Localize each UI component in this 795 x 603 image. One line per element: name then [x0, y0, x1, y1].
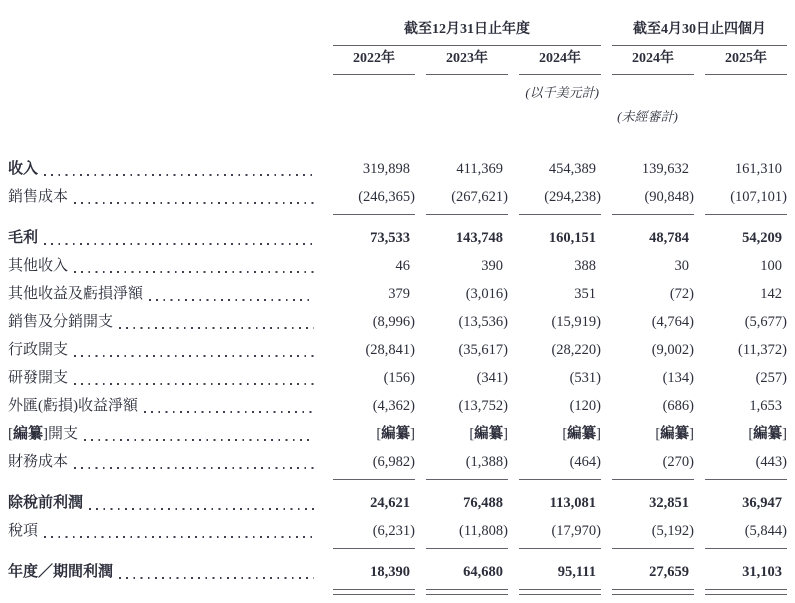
value-cell [601, 224, 694, 252]
value-cell [508, 183, 601, 211]
dot-leader [74, 355, 314, 357]
value-cell [508, 489, 601, 517]
value-text: (9,002) [651, 342, 694, 358]
value-cell [508, 364, 601, 392]
value-text: (17,970) [551, 523, 601, 539]
value-cell [694, 183, 787, 211]
value-cell [322, 489, 415, 517]
row-label-cell [8, 558, 322, 586]
label-rest: ]開支 [43, 426, 79, 442]
row-label-cell [8, 392, 322, 420]
rule-segment [322, 586, 415, 596]
value-cell [508, 392, 601, 420]
value-text: (6,982) [372, 454, 415, 470]
value-text: (13,752) [458, 398, 508, 414]
value-text: (11,372) [738, 342, 787, 358]
dot-leader [74, 202, 314, 204]
value-cell [694, 336, 787, 364]
dot-leader [144, 411, 314, 413]
row-revenue [8, 155, 787, 183]
row-redacted-expenses [8, 420, 787, 448]
value-text: [編纂] [562, 426, 601, 442]
value-text: 100 [760, 258, 782, 274]
value-cell [322, 364, 415, 392]
value-text: (531) [569, 370, 601, 386]
dot-leader [89, 508, 314, 510]
value-cell [601, 517, 694, 545]
row-label-cell [8, 517, 322, 545]
row-fx-gain-loss-net [8, 392, 787, 420]
value-cell [601, 448, 694, 476]
value-text: 31,103 [742, 564, 782, 580]
col-2022 [322, 49, 415, 75]
row-finance-costs [8, 448, 787, 476]
row-label-cell [8, 489, 322, 517]
value-text: (15,919) [551, 314, 601, 330]
value-text: (156) [383, 370, 415, 386]
value-cell [694, 517, 787, 545]
row-label-text: 稅項 [8, 523, 39, 539]
value-cell [601, 336, 694, 364]
value-text: 390 [481, 258, 503, 274]
value-text: 113,081 [549, 495, 596, 511]
row-label-cell [8, 308, 322, 336]
row-label-text: 銷售及分銷開支 [8, 314, 114, 330]
row-label-text: 財務成本 [8, 454, 69, 470]
value-cell [601, 558, 694, 586]
value-text: 27,659 [649, 564, 689, 580]
value-cell [694, 252, 787, 280]
spacer [8, 108, 601, 125]
row-label-cell [8, 448, 322, 476]
value-cell [601, 364, 694, 392]
rule-segment [508, 476, 601, 489]
rule-segment [508, 586, 601, 596]
value-cell [415, 280, 508, 308]
value-text: [編纂] [655, 426, 694, 442]
rule-segment [601, 586, 694, 596]
spacer [8, 211, 322, 224]
value-cell [694, 420, 787, 448]
value-text: 411,369 [456, 161, 503, 177]
value-cell [415, 448, 508, 476]
value-text: 54,209 [742, 230, 782, 246]
value-cell [694, 280, 787, 308]
value-text: (28,841) [365, 342, 415, 358]
value-cell [322, 558, 415, 586]
value-text: (120) [569, 398, 601, 414]
value-text: 142 [760, 286, 782, 302]
group-year-ended [322, 20, 601, 46]
value-text: 143,748 [455, 230, 503, 246]
value-cell [508, 336, 601, 364]
value-text: (107,101) [730, 189, 787, 205]
value-text: (5,677) [744, 314, 787, 330]
row-label-cell [8, 183, 322, 211]
currency-note: (以千美元計) [525, 85, 599, 100]
subtotal-rule [8, 545, 787, 558]
subtotal-rule [8, 211, 787, 224]
dot-leader [44, 243, 314, 245]
unaudited-note-row [8, 108, 787, 125]
value-cell [415, 392, 508, 420]
value-text: (8,996) [372, 314, 415, 330]
value-text: [編纂] [748, 426, 787, 442]
dot-leader [74, 383, 314, 385]
value-text: (5,844) [744, 523, 787, 539]
rule-segment [694, 545, 787, 558]
col-2023-label: 2023年 [426, 49, 508, 75]
row-label-cell [8, 155, 322, 183]
value-cell [415, 155, 508, 183]
value-cell [601, 183, 694, 211]
value-cell [322, 308, 415, 336]
rule-segment [322, 211, 415, 224]
col-2024-interim [601, 49, 694, 75]
value-text: 388 [574, 258, 596, 274]
value-cell [415, 558, 508, 586]
value-text: (464) [569, 454, 601, 470]
value-cell [415, 364, 508, 392]
group-four-months-ended [601, 20, 787, 46]
dot-leader [84, 439, 314, 441]
value-text: 48,784 [649, 230, 689, 246]
value-text: 46 [395, 258, 410, 274]
spacer [8, 586, 322, 596]
value-text: 32,851 [649, 495, 689, 511]
rule-segment [508, 545, 601, 558]
value-cell [601, 280, 694, 308]
dot-leader [44, 174, 314, 176]
value-text: 139,632 [641, 161, 689, 177]
value-text: [編纂] [469, 426, 508, 442]
value-text: (1,388) [465, 454, 508, 470]
value-text: 18,390 [370, 564, 410, 580]
rule-segment [601, 476, 694, 489]
row-label-text: 其他收入 [8, 258, 69, 274]
value-cell [322, 517, 415, 545]
value-cell [601, 489, 694, 517]
spacer [8, 545, 322, 558]
row-gross-profit [8, 224, 787, 252]
value-cell [508, 308, 601, 336]
value-text: 73,533 [370, 230, 410, 246]
col-2024-interim-label: 2024年 [612, 49, 694, 75]
value-text: (270) [662, 454, 694, 470]
value-cell [322, 420, 415, 448]
value-text: 161,310 [734, 161, 782, 177]
value-text: 160,151 [548, 230, 596, 246]
value-cell [508, 224, 601, 252]
value-text: 379 [388, 286, 410, 302]
col-2024-label: 2024年 [519, 49, 601, 75]
value-cell [508, 517, 601, 545]
value-cell [508, 155, 601, 183]
col-2025-interim [694, 49, 787, 75]
value-cell [415, 336, 508, 364]
row-other-gains-losses-net [8, 280, 787, 308]
row-label-text: 除稅前利潤 [8, 495, 84, 511]
rule-segment [508, 211, 601, 224]
group-year-ended-title: 截至12月31日止年度 [333, 20, 601, 46]
row-label-text: 銷售成本 [8, 189, 69, 205]
dot-leader [149, 299, 314, 301]
rule-segment [415, 476, 508, 489]
row-label-cell [8, 280, 322, 308]
row-label-cell [8, 224, 322, 252]
dot-leader [74, 271, 314, 273]
value-cell [508, 448, 601, 476]
row-label-text: 外匯(虧損)收益淨額 [8, 398, 138, 414]
col-2023 [415, 49, 508, 75]
row-label-text: 研發開支 [8, 370, 69, 386]
row-profit-for-period [8, 558, 787, 586]
value-text: (443) [755, 454, 787, 470]
row-rd-expenses [8, 364, 787, 392]
row-label-text: 其他收益及虧損淨額 [8, 286, 144, 302]
value-text: 64,680 [463, 564, 503, 580]
value-cell [694, 364, 787, 392]
rule-segment [415, 545, 508, 558]
period-group-header-row [8, 20, 787, 46]
value-cell [694, 558, 787, 586]
col-2022-label: 2022年 [333, 49, 415, 75]
value-text: (341) [476, 370, 508, 386]
value-text: 30 [674, 258, 689, 274]
row-label-cell [8, 336, 322, 364]
value-text: (246,365) [358, 189, 415, 205]
value-text: (686) [662, 398, 694, 414]
row-other-income [8, 252, 787, 280]
value-text: (28,220) [551, 342, 601, 358]
value-cell [508, 252, 601, 280]
value-text: (257) [755, 370, 787, 386]
dot-leader [119, 327, 314, 329]
value-text: 95,111 [557, 564, 596, 580]
row-label-text: 行政開支 [8, 342, 69, 358]
value-text: (4,764) [651, 314, 694, 330]
rule-segment [694, 211, 787, 224]
unaudited-note: (未經審計) [617, 109, 678, 124]
col-2025-interim-label: 2025年 [705, 49, 787, 75]
group-four-months-title: 截至4月30日止四個月 [612, 20, 787, 46]
value-cell [694, 489, 787, 517]
value-cell [508, 420, 601, 448]
rule-segment [694, 476, 787, 489]
value-cell [601, 155, 694, 183]
row-label-cell [8, 364, 322, 392]
rule-segment [322, 476, 415, 489]
rule-segment [415, 211, 508, 224]
value-text: (267,621) [451, 189, 508, 205]
value-cell [694, 155, 787, 183]
spacer [8, 476, 322, 489]
value-cell [322, 392, 415, 420]
value-text: 351 [574, 286, 596, 302]
value-cell [415, 489, 508, 517]
value-cell [322, 252, 415, 280]
value-cell [601, 392, 694, 420]
value-text: (72) [669, 286, 694, 302]
dot-leader [74, 467, 314, 469]
value-text: (6,231) [372, 523, 415, 539]
value-cell [415, 308, 508, 336]
value-text: 319,898 [362, 161, 410, 177]
value-cell [694, 308, 787, 336]
row-label-text [8, 420, 78, 448]
value-cell [322, 155, 415, 183]
total-double-rule [8, 586, 787, 596]
rule-segment [694, 586, 787, 596]
value-cell [601, 420, 694, 448]
row-label-text: 毛利 [8, 230, 39, 246]
label-column-spacer [8, 49, 322, 75]
table-body [8, 155, 787, 596]
value-text: (35,617) [458, 342, 508, 358]
subtotal-rule [8, 476, 787, 489]
row-label-text: 年度／期間利潤 [8, 564, 114, 580]
spacer [8, 84, 508, 101]
rule-segment [415, 586, 508, 596]
value-cell [322, 448, 415, 476]
value-text: (5,192) [651, 523, 694, 539]
value-cell [601, 252, 694, 280]
bracket-open: [ [8, 426, 13, 442]
value-cell [322, 183, 415, 211]
value-text: (13,536) [458, 314, 508, 330]
value-text: (294,238) [544, 189, 601, 205]
value-text: 1,653 [749, 398, 782, 414]
value-text: (90,848) [644, 189, 694, 205]
value-cell [415, 420, 508, 448]
label-column-spacer [8, 20, 322, 46]
year-header-row [8, 49, 787, 75]
row-income-tax [8, 517, 787, 545]
rule-segment [601, 545, 694, 558]
value-text: (4,362) [372, 398, 415, 414]
rule-segment [322, 545, 415, 558]
value-text: 76,488 [463, 495, 503, 511]
value-cell [508, 558, 601, 586]
value-cell [322, 336, 415, 364]
value-cell [694, 224, 787, 252]
value-cell [415, 517, 508, 545]
value-cell [415, 224, 508, 252]
value-text: 454,389 [548, 161, 596, 177]
value-text: (3,016) [465, 286, 508, 302]
value-cell [415, 183, 508, 211]
row-label-cell [8, 252, 322, 280]
row-label-text: 收入 [8, 161, 39, 177]
row-selling-distribution-expenses [8, 308, 787, 336]
value-cell [694, 392, 787, 420]
row-administrative-expenses [8, 336, 787, 364]
value-cell [322, 224, 415, 252]
value-text: (134) [662, 370, 694, 386]
rule-segment [601, 211, 694, 224]
value-text: 36,947 [742, 495, 782, 511]
dot-leader [44, 536, 314, 538]
redacted-word: 編纂 [13, 426, 44, 442]
row-profit-before-tax [8, 489, 787, 517]
currency-note-row [8, 84, 787, 101]
dot-leader [119, 577, 314, 579]
value-text: (11,808) [459, 523, 508, 539]
value-cell [601, 308, 694, 336]
value-cell [322, 280, 415, 308]
value-text: [編纂] [376, 426, 415, 442]
value-cell [415, 252, 508, 280]
row-label-cell [8, 420, 322, 448]
row-cost-of-sales [8, 183, 787, 211]
value-cell [508, 280, 601, 308]
value-cell [694, 448, 787, 476]
value-text: 24,621 [370, 495, 410, 511]
col-2024 [508, 49, 601, 75]
